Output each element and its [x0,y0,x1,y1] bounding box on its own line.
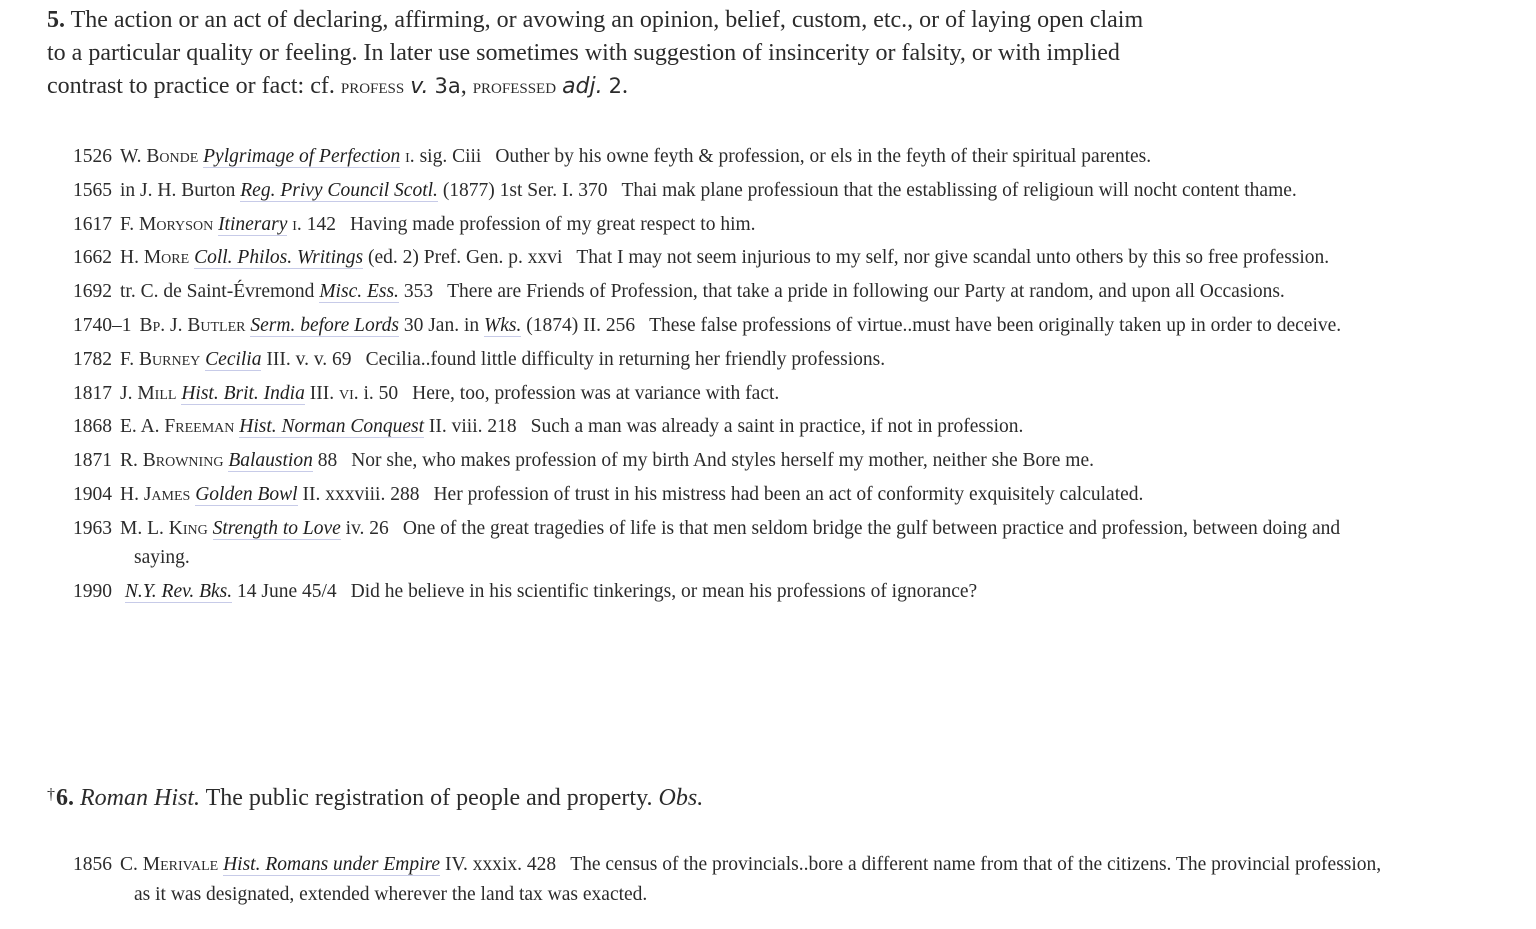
quotation-text: Such a man was already a saint in practice, if not in profession. [530,416,1024,438]
quotation-row [73,210,1383,240]
quotation-ref-title-link[interactable]: Wks. [484,314,522,336]
quotation-reference: 30 Jan. in [398,314,485,336]
quotation-title-link[interactable]: Coll. Philos. Writings [194,247,364,269]
quotation-author: F. [120,348,140,370]
quotation-title-link[interactable]: Hist. Romans under Empire [223,854,441,875]
quotation-text: Her profession of trust in his mistress had been an act of conformity exquisitely calculated. [433,483,1144,505]
quotation-reference: (1877) 1st Ser. I. 370 [437,179,608,201]
quotation-author: E. A. [120,416,165,438]
quotation-row [73,311,1383,341]
quotation-author-surname: Browning [142,450,224,472]
quotation-date: 1856 [73,854,112,875]
quotation-reference-cont: i. 50 [358,382,399,404]
quotation-date: 1662 [73,247,112,269]
sense-6-definition [47,778,1247,815]
quotation-row [73,176,1383,206]
quotation-text: Thai mak plane professioun that the establissing of religioun will nocht content thame. [621,179,1297,201]
quotation-author: F. [120,213,140,235]
quotation-reference: 142 [301,213,336,235]
quotation-title-link[interactable]: Reg. Privy Council Scotl. [240,179,438,201]
quotation-row [73,412,1383,442]
quotation-reference: 353 [398,281,434,303]
quotation-date: 1868 [73,416,112,438]
quotation-date: 1817 [73,382,112,404]
quotation-author: J. [120,382,138,404]
quotation-author-surname: Merivale [142,854,219,875]
quotation-title-link[interactable]: Hist. Norman Conquest [239,416,424,438]
quotation-title-link[interactable]: N.Y. Rev. Bks. [124,581,233,603]
quotation-reference: 14 June 45/4 [232,581,337,603]
quotation-date: 1904 [73,483,112,505]
quotation-title-link[interactable]: Hist. Brit. India [181,382,305,404]
quotation-title-link[interactable]: Serm. before Lords [250,314,399,336]
quotation-reference-cont: (1874) II. 256 [521,314,636,336]
quotation-reference: (ed. 2) Pref. Gen. p. xxvi [363,247,563,269]
definition-text: The action or an act of declaring, affirming, or avowing an opinion, belief, custom, etc., or of laying open claim to a particular quality or feeling. In later use sometimes with suggestion of insincerity or falsity, or with implied contrast to practice or fact: cf. [47,7,1144,99]
quotation-reference: 88 [312,450,338,472]
quotation-date: 1692 [73,281,112,303]
quotation-author: in J. H. Burton [120,179,236,201]
quotation-date: 1740–1 [73,314,132,336]
quotation-text: One of the great tragedies of life is that men seldom bridge the gulf between practice and profession, between doing and saying. [134,517,1341,569]
quotation-text: These false professions of virtue..must have been originally taken up in order to deceive. [649,314,1342,336]
quotation-title-link[interactable]: Balaustion [228,450,313,472]
quotation-text: Here, too, profession was at variance with fact. [412,382,780,404]
quotation-row [73,243,1383,273]
xref-profess-pos: v. [410,74,429,99]
quotation-author-surname: Mill [137,382,177,404]
quotation-text: The census of the provincials..bore a different name from that of the citizens. The provincial profession, as it was designated, extended wherever the land tax was exacted. [134,854,1382,905]
quotation-row [73,446,1383,476]
quotation-reference: IV. xxxix. 428 [440,854,557,875]
sense-number: 6. [56,785,74,811]
quotation-author-surname: King [168,517,208,539]
quotation-date: 1990 [73,581,112,603]
quotation-row [73,577,1383,607]
quotation-title-link[interactable]: Pylgrimage of Perfection [203,146,401,167]
quotation-text: Having made profession of my great respect to him. [349,213,756,235]
quotation-author: W. [120,146,147,167]
quotation-ref-volume: i. [292,213,302,235]
quotation-text: That I may not seem injurious to my self, nor give scandal unto others by this so free profession. [576,247,1330,269]
xref-profess-link[interactable]: profess [340,74,405,98]
quotation-author-surname: More [143,247,190,269]
quotation-author-surname: Freeman [164,416,235,438]
xref-professed-sense: 2 [608,74,622,98]
quotation-date: 1565 [73,179,112,201]
xref-professed-link[interactable]: professed [472,74,557,98]
quotation-row [73,345,1383,375]
quotation-reference: III. v. v. 69 [261,348,352,370]
subject-label: Roman Hist. [80,785,200,811]
quotation-author-surname: Bonde [146,146,199,167]
xref-professed-pos: adj. [562,74,603,99]
quotation-reference: II. viii. 218 [424,416,517,438]
quotation-ref-part: vi. [338,382,359,404]
status-label: Obs. [658,785,704,811]
quotation-date: 1871 [73,450,112,472]
xref-profess-sense: 3a [434,74,461,98]
quotation-reference: III. [304,382,339,404]
quotation-author-surname: James [143,483,191,505]
quotation-title-link[interactable]: Golden Bowl [195,483,298,505]
quotation-title-link[interactable]: Strength to Love [212,517,341,539]
quotation-reference: sig. Ciii [414,146,482,167]
quotation-row [73,850,1383,909]
quotation-text: Outher by his owne feyth & profession, or els in the feyth of their spiritual parentes. [495,146,1152,167]
quotation-date: 1617 [73,213,112,235]
sense-number: 5. [47,7,65,33]
quotation-row [73,277,1383,307]
quotation-author-surname: Bp. J. Butler [139,314,246,336]
sense-6-quotations [73,850,1383,913]
quotation-author-surname: Moryson [139,213,214,235]
quotation-row [73,379,1383,409]
quotation-author: tr. C. de Saint-Évremond [120,281,315,303]
quotation-author: M. L. [120,517,169,539]
quotation-row [73,480,1383,510]
quotation-title-link[interactable]: Misc. Ess. [319,281,399,303]
quotation-title-link[interactable]: Cecilia [205,348,262,370]
quotation-date: 1963 [73,517,112,539]
quotation-text: Nor she, who makes profession of my birth And styles herself my mother, neither she Bore me. [351,450,1094,472]
quotation-author: H. [120,483,144,505]
quotation-author: H. [120,247,144,269]
quotation-row [73,142,1383,172]
quotation-author-surname: Burney [139,348,201,370]
quotation-author: R. [120,450,143,472]
quotation-date: 1526 [73,146,112,167]
sense-5-quotations [73,142,1383,611]
quotation-author: C. [120,854,143,875]
quotation-ref-volume: i. [405,146,415,167]
quotation-title-link[interactable]: Itinerary [218,213,288,235]
quotation-row [73,514,1383,573]
quotation-reference: iv. 26 [340,517,389,539]
quotation-text: Cecilia..found little difficulty in returning her friendly professions. [365,348,886,370]
definition-text: The public registration of people and property. [200,785,659,811]
obsolete-dagger: † [47,786,55,803]
quotation-text: Did he believe in his scientific tinkerings, or mean his professions of ignorance? [350,581,978,603]
definition-end: . [622,73,628,99]
quotation-text: There are Friends of Profession, that take a pride in following our Party at random, and upon all Occasions. [447,281,1285,303]
quotation-reference: II. xxxviii. 288 [297,483,420,505]
sense-5-definition [47,4,1147,103]
quotation-date: 1782 [73,348,112,370]
xref-separator: , [460,73,473,99]
